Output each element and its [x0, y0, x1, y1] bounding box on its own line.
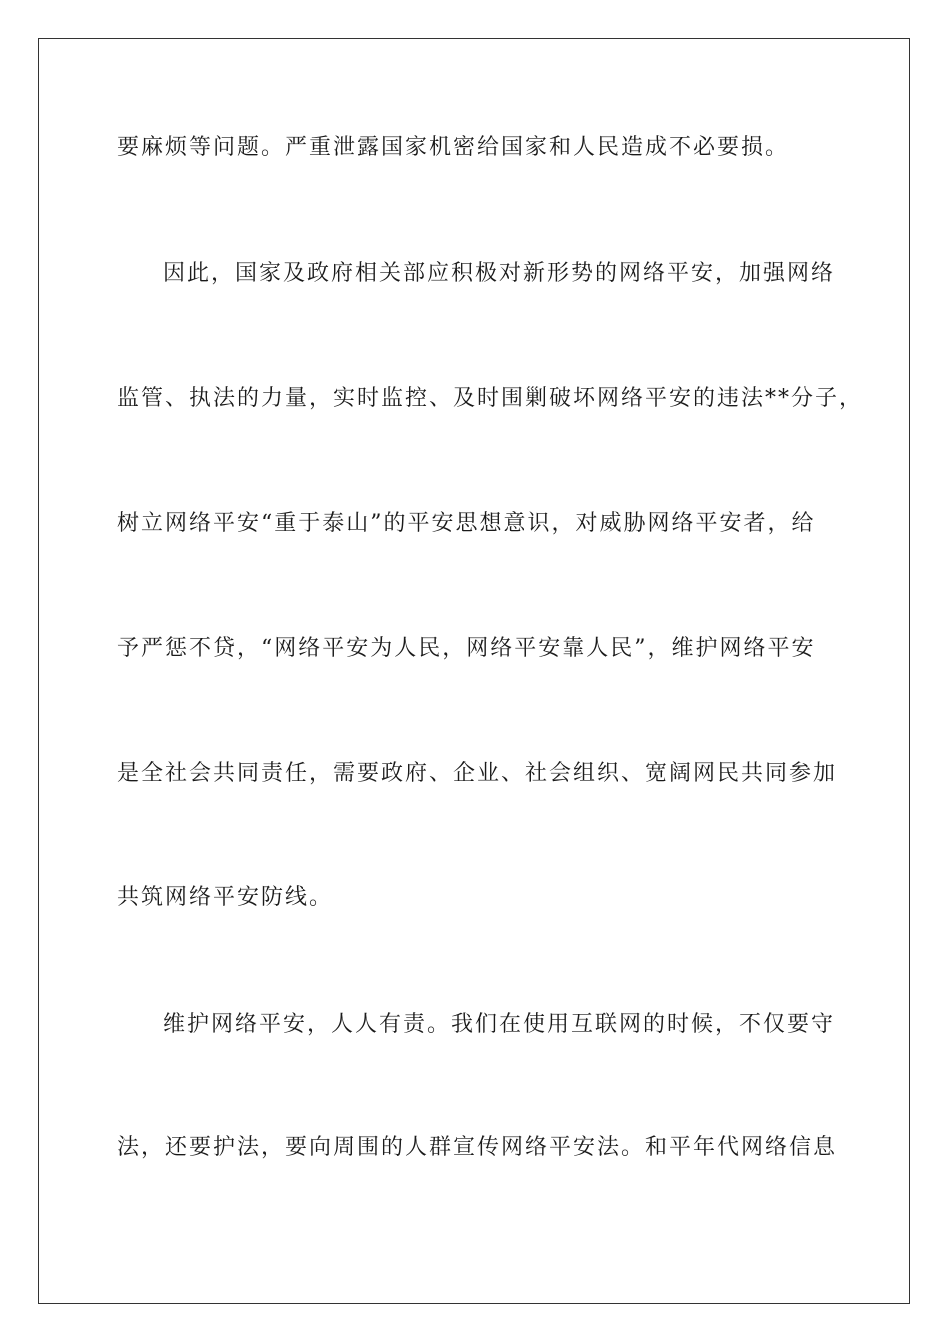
paragraph-2-line-6: 共筑网络平安防线。 [117, 885, 334, 910]
paragraph-2-line-3: 树立网络平安“重于泰山”的平安思想意识，对威胁网络平安者，给 [117, 511, 816, 536]
paragraph-2-line-5: 是全社会共同责任，需要政府、企业、社会组织、宽阔网民共同参加 [117, 761, 838, 786]
page-border [38, 38, 910, 1304]
paragraph-3-line-1: 维护网络平安，人人有责。我们在使用互联网的时候，不仅要守 [163, 1012, 836, 1037]
paragraph-3-line-2: 法，还要护法，要向周围的人群宣传网络平安法。和平年代网络信息 [117, 1135, 838, 1160]
paragraph-2-line-2: 监管、执法的力量，实时监控、及时围剿破坏网络平安的违法**分子， [117, 386, 864, 411]
paragraph-2-line-1: 因此，国家及政府相关部应积极对新形势的网络平安，加强网络 [163, 261, 836, 286]
paragraph-2-line-4: 予严惩不贷，“网络平安为人民，网络平安靠人民”，维护网络平安 [117, 636, 816, 661]
text-line-1: 要麻烦等问题。严重泄露国家机密给国家和人民造成不必要损。 [117, 135, 790, 160]
